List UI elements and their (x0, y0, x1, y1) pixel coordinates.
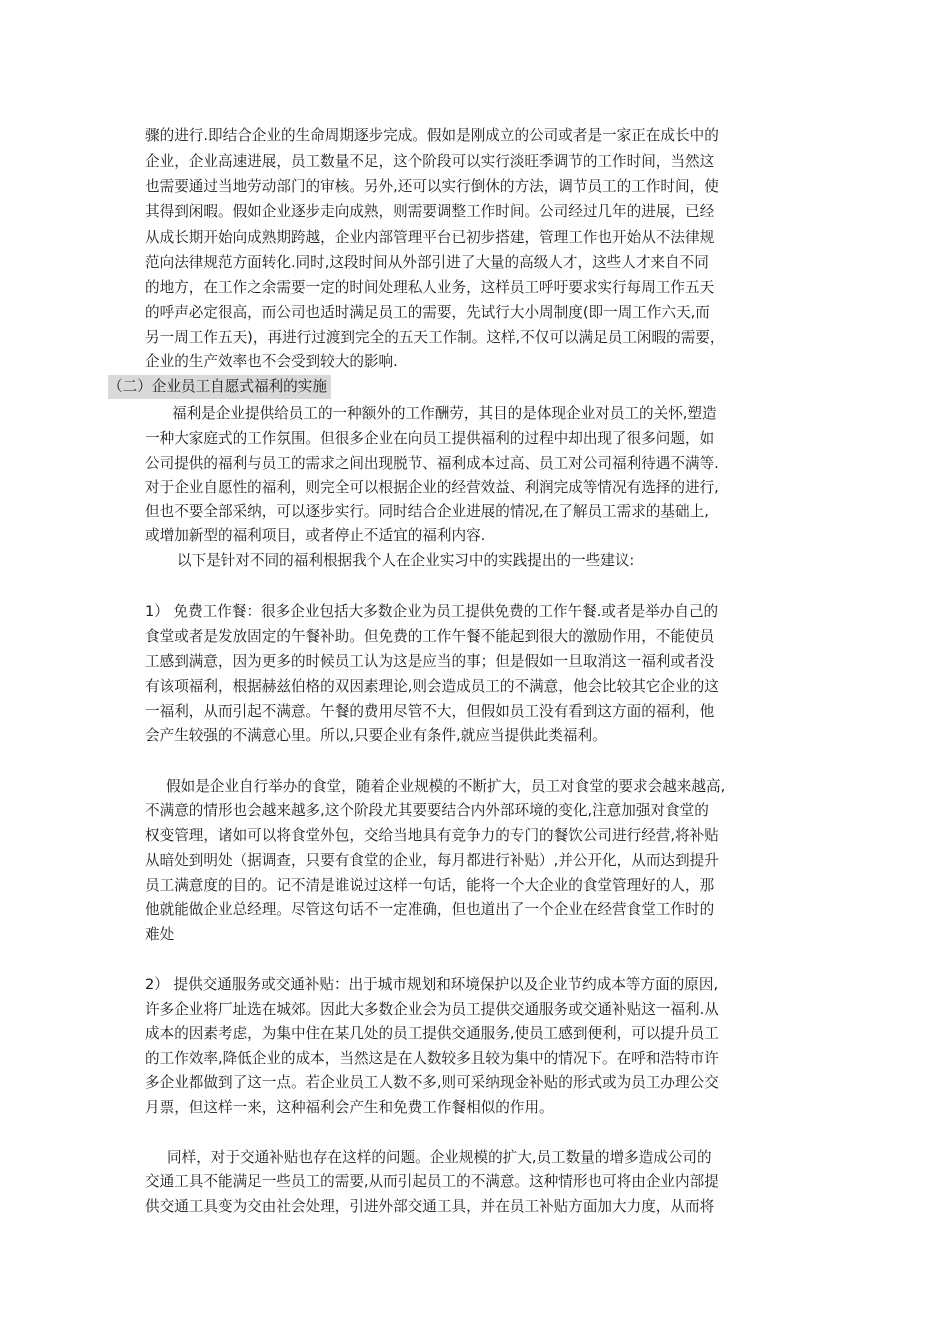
text-line: 其得到闲暇。假如企业逐步走向成熟，则需要调整工作时间。公司经过几年的进展，已经 (145, 203, 715, 220)
text-line: 食堂或者是发放固定的午餐补助。但免费的工作午餐不能起到很大的激励作用，不能使员 (145, 628, 715, 645)
text-line: 同样，对于交通补贴也存在这样的问题。企业规模的扩大,员工数量的增多造成公司的 (167, 1149, 712, 1166)
text-line: 范向法律规范方面转化.同时,这段时间从外部引进了大量的高级人才，这些人才来自不同 (145, 254, 709, 271)
text-line: 或增加新型的福利项目，或者停止不适宜的福利内容. (145, 527, 486, 544)
text-line: 企业，企业高速进展，员工数量不足，这个阶段可以实行淡旺季调节的工作时间，当然这 (145, 153, 715, 170)
text-line: 多企业都做到了这一点。若企业员工人数不多,则可采纳现金补贴的形式或为员工办理公交 (145, 1074, 719, 1091)
text-line: 一福利，从而引起不满意。午餐的费用尽管不大，但假如员工没有看到这方面的福利，他 (145, 703, 715, 720)
section-heading: （二）企业员工自愿式福利的实施 (108, 375, 331, 399)
text-line: 假如是企业自行举办的食堂，随着企业规模的不断扩大，员工对食堂的要求会越来越高, (166, 778, 726, 795)
text-line: 但也不要全部采纳，可以逐步实行。同时结合企业进展的情况,在了解员工需求的基础上, (145, 503, 709, 520)
text-line: 有该项福利，根据赫兹伯格的双因素理论,则会造成员工的不满意，他会比较其它企业的这 (145, 678, 719, 695)
text-line: 福利是企业提供给员工的一种额外的工作酬劳，其目的是体现企业对员工的关怀,塑造 (172, 405, 717, 422)
text-line: 员工满意度的目的。记不清是谁说过这样一句话，能将一个大企业的食堂管理好的人，那 (145, 877, 715, 894)
text-line: 他就能做企业总经理。尽管这句话不一定准确，但也道出了一个企业在经营食堂工作时的 (145, 901, 715, 918)
text-line: 从成长期开始向成熟期跨越，企业内部管理平台已初步搭建，管理工作也开始从不法律规 (145, 229, 715, 246)
text-line: 从暗处到明处（据调查，只要有食堂的企业，每月都进行补贴）,并公开化，从而达到提升 (145, 852, 719, 869)
text-line: 公司提供的福利与员工的需求之间出现脱节、福利成本过高、员工对公司福利待遇不满等. (145, 455, 719, 472)
text-line: 骤的进行.即结合企业的生命周期逐步完成。假如是刚成立的公司或者是一家正在成长中的 (145, 127, 719, 144)
text-line: 以下是针对不同的福利根据我个人在企业实习中的实践提出的一些建议: (177, 552, 635, 569)
text-line: 的呼声必定很高，而公司也适时满足员工的需要，先试行大小周制度(即一周工作六天,而 (145, 304, 710, 321)
text-line: 交通工具不能满足一些员工的需要,从而引起员工的不满意。这种情形也可将由企业内部提 (145, 1173, 719, 1190)
text-line: 许多企业将厂址选在城郊。因此大多数企业会为员工提供交通服务或交通补贴这一福利.从 (145, 1001, 719, 1018)
text-line: 月票，但这样一来，这种福利会产生和免费工作餐相似的作用。 (145, 1099, 554, 1116)
text-line: 的地方，在工作之余需要一定的时间处理私人业务，这样员工呼吁要求实行每周工作五天 (145, 279, 715, 296)
text-line: 另一周工作五天)，再进行过渡到完全的五天工作制。这样,不仅可以满足员工闲暇的需要， (145, 329, 725, 346)
text-line: 对于企业自愿性的福利，则完全可以根据企业的经营效益、利润完成等情况有选择的进行, (145, 479, 719, 496)
text-line: 一种大家庭式的工作氛围。但很多企业在向员工提供福利的过程中却出现了很多问题，如 (145, 430, 715, 447)
text-line: 的工作效率,降低企业的成本，当然这是在人数较多且较为集中的情况下。在呼和浩特市许 (145, 1050, 719, 1067)
text-line: 工感到满意，因为更多的时候员工认为这是应当的事；但是假如一旦取消这一福利或者没 (145, 653, 715, 670)
text-line: 权变管理，诸如可以将食堂外包，交给当地具有竞争力的专门的餐饮公司进行经营,将补贴 (145, 827, 719, 844)
text-line: 2） 提供交通服务或交通补贴：出于城市规划和环境保护以及企业节约成本等方面的原因, (145, 976, 719, 993)
text-line: 成本的因素考虑，为集中住在某几处的员工提供交通服务,使员工感到便利，可以提升员工 (145, 1025, 719, 1042)
text-line: 企业的生产效率也不会受到较大的影响. (145, 353, 398, 370)
text-line: 会产生较强的不满意心里。所以,只要企业有条件,就应当提供此类福利。 (145, 727, 607, 744)
text-line: 难处 (145, 926, 175, 943)
text-line: 不满意的情形也会越来越多,这个阶段尤其要要结合内外部环境的变化,注意加强对食堂的 (145, 802, 709, 819)
text-line: 也需要通过当地劳动部门的审核。另外,还可以实行倒休的方法，调节员工的工作时间，使 (145, 178, 719, 195)
text-line: 1） 免费工作餐：很多企业包括大多数企业为员工提供免费的工作午餐.或者是举办自己的 (145, 603, 719, 620)
text-line: 供交通工具变为交由社会处理，引进外部交通工具，并在员工补贴方面加大力度，从而将 (145, 1198, 715, 1215)
